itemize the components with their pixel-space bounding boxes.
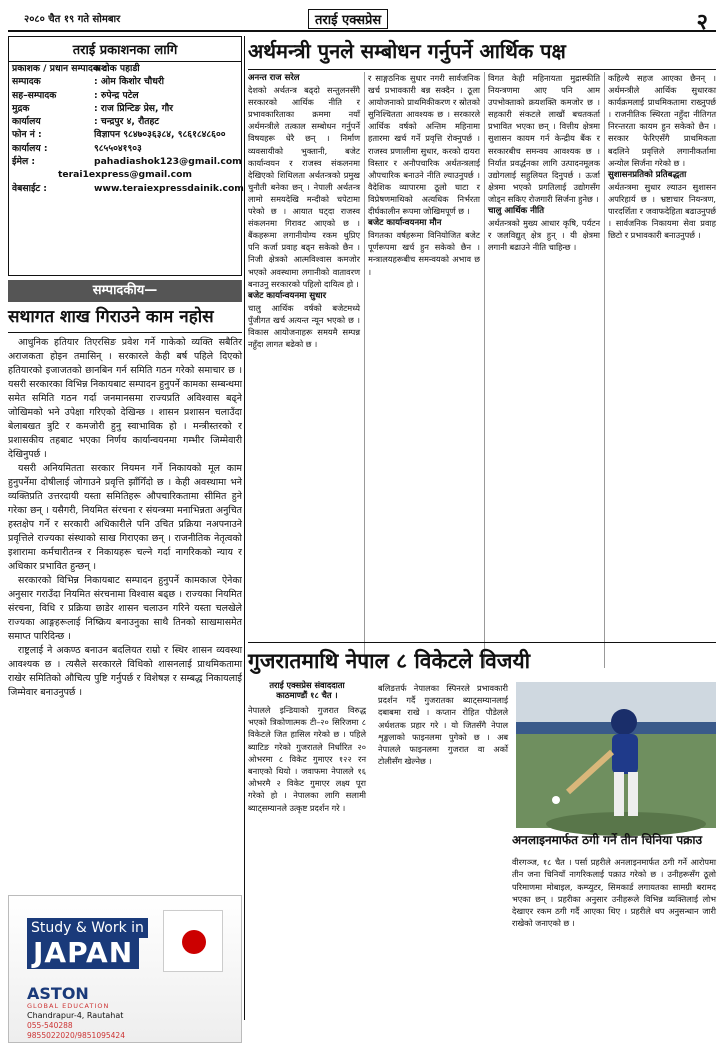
ad-brand: ASTON (27, 984, 89, 1003)
ad-address: Chandrapur-4, Rautahat (27, 1011, 124, 1020)
lead-text: कहिल्यै सहज आएका छैनन् । अर्थमन्त्रीले आर्थिक सुधारका कार्यक्रमलाई प्राथमिकतामा राख्नुपर्छ । राजनीतिक स्थिरता नहुँदा नीतिगत निरन्तरता कायम हुन सकेको छैन । सरकार फेरिएसँगै प्राथमिकता बदलिने प्रवृत्तिले लगानीकर्तामा अन्योल सिर्जना गरेको छ । (608, 73, 716, 168)
lead-headline: अर्थमन्त्री पुनले सम्बोधन गर्नुपर्ने आर्थिक पक्ष (248, 36, 716, 70)
column-divider (244, 36, 245, 1020)
lead-byline: अनन्त राज सरेल (248, 73, 300, 83)
sports-column-2: बलिङतर्फ नेपालका स्पिनरले प्रभावकारी प्रदर्शन गर्दै गुजरातका ब्याट्सम्यानलाई दबाबमा राखे । कप्तान रोहित पौडेलले अर्धशतक प्रहार गरे । यो जितसँगै नेपाल शृङ्खलाको फाइनलमा पुगेको छ । अब नेपालले फाइनलमा गुजरात वा अर्को टोलीसँग खेल्नेछ । (378, 683, 508, 767)
lead-text: विगत केही महिनायता मुद्रास्फीति नियन्त्रणमा आए पनि आम उपभोक्ताको क्रयशक्ति कमजोर छ । सहकारी संकटले लाखौं बचतकर्ता प्रभावित भएका छन् । वित्तीय क्षेत्रमा सुशासन कायम गर्न केन्द्रीय बैंक र सरकारबीच समन्वय आवश्यक छ । निर्यात प्रवर्द्धनका लागि उत्पादनमूलक उद्योगलाई सहुलियत दिनुपर्छ । ऊर्जा क्षेत्रमा भएको प्रगतिलाई उद्योगसँग जोड्न सकिए रोजगारी सिर्जना हुनेछ । (488, 73, 600, 204)
publisher-row (9, 115, 241, 128)
lead-columns (248, 70, 716, 670)
lead-subhead: बजेट कार्यान्वयनमा सुधार (248, 290, 327, 301)
ad-subbrand: GLOBAL EDUCATION (27, 1002, 110, 1010)
column-rule (364, 72, 365, 668)
cricket-player-image (516, 682, 716, 828)
lead-subhead: चालु आर्थिक नीति (488, 206, 545, 217)
sports-column-1: नेपालले इन्डियाको गुजरात विरुद्ध भएको त्रिकोणात्मक टी–२० सिरिजमा ८ विकेटले जित हासिल गरेको छ । पहिले ब्याटिङ गरेको गुजरातले निर्धारित २० ओभरमा ८ विकेट गुमाएर १२२ रन बनाएको थियो । जवाफमा नेपालले १६ ओभरमै २ विकेट गुमाएर लक्ष्य पूरा गरेको हो । नेपालका लागि सलामी ब्याट्सम्यानले उत्कृष्ट प्रदर्शन गरे । (248, 705, 366, 813)
editorial-paragraph: यसरी अनियमितता सरकार नियमन गर्ने निकायको मूल काम हुनुपर्नेमा दोषीलाई जोगाउने प्रवृत्ति झाँगिँदो छ । केही अवस्थामा भने व्यक्तिप्रति उत्तरदायी यस्ता समितिहरू औपचारिकतामा सीमित हुने गरेका छन् । यसैगरी, नियमित संरचना र संयन्त्रमा मनाभिन्नता अनुचित हस्तक्षेप गर्ने र सरकारी अधिकारीले पनि उचित प्रक्रिया नअपनाउने प्रवृत्तिले राज्यका संस्थाको साख गिराएका छन् । राजनीतिक नेतृत्वको इशारामा कर्मचारीतन्त्र र निकायहरू चल्ने गर्दा नागरिकको न्याय र अधिकार प्रभावित हुन्छन् । (8, 463, 242, 572)
chinese-arrest-headline: अनलाइनमार्फत ठगी गर्ने तीन चिनिया पक्राउ (512, 833, 703, 847)
publisher-row (9, 142, 241, 155)
ad-tagline: Study & Work in (27, 918, 148, 938)
publisher-row-value: अशोक पहाडी (94, 63, 140, 74)
publisher-row-label: ईमेल : (12, 156, 36, 168)
publisher-row-label: मुद्रक (12, 102, 30, 114)
publisher-row-value: : चन्द्रपुर ४, रौतहट (94, 116, 159, 128)
lead-text: देशको अर्थतन्त्र बढ्दो सन्तुलनसँगै सरकारको आर्थिक नीति र प्रभावकारिताका क्रममा नयाँ अर्थमन्त्रीले तत्काल सम्बोधन गर्नुपर्ने विषयहरू धेरै छन् । निर्माण व्यवसायीको भुक्तानी, बजेट कार्यान्वयन र राजस्व संकलनमा देखिएको शिथिलता अर्थतन्त्रको प्रमुख चुनौती बनेका छन् । नेपाली अर्थतन्त्र लामो समयदेखि मन्दीको चपेटामा परेको छ । आयात घट्दा राजस्व संकलनमा गिरावट आएको छ । बैंकहरूमा लगानीयोग्य रकम थुप्रिए पनि कर्जा प्रवाह बढ्न सकेको छैन । निजी क्षेत्रको आत्मविश्वास कमजोर भएको अवस्थामा लगानीको वातावरण बनाउनु सरकारको पहिलो दायित्व हो । (248, 85, 360, 289)
publisher-row-value: www.teraiexpressdainik.com (94, 182, 244, 194)
publisher-title: तराई प्रकाशनका लागि (9, 37, 241, 62)
lead-text: र साङ्गठनिक सुधार नगरी सार्वजनिक खर्च प्रभावकारी बन्न सक्दैन । ठूला आयोजनाको प्राथमिकीकरण र स्रोतको सुनिश्चितता आवश्यक छ । सरकारले आर्थिक वर्षको अन्तिम महिनामा हतारमा खर्च गर्ने प्रवृत्ति रोक्नुपर्छ । राजस्व प्रणालीमा सुधार, करको दायरा विस्तार र अनौपचारिक अर्थतन्त्रलाई औपचारिक बनाउने नीति ल्याउनुपर्छ । वैदेशिक व्यापारमा ठूलो घाटा र विप्रेषणमाथिको अत्यधिक निर्भरता दीर्घकालीन रूपमा जोखिमपूर्ण छ । (368, 73, 480, 217)
sports-headline: गुजरातमाथि नेपाल ८ विकेटले विजयी (248, 648, 531, 673)
lead-column-1 (248, 72, 360, 668)
publisher-row-value: विज्ञापन ९८४७०३६३८४, ९८६१८४८६०० (94, 129, 226, 141)
lead-text: विगतका वर्षहरूमा विनियोजित बजेट पूर्णरूपमा खर्च हुन सकेको छैन । मन्त्रालयहरूबीच समन्वयको अभाव छ । (368, 230, 480, 277)
publisher-row-value: : ओम किशोर चौधरी (94, 76, 164, 88)
publisher-row-value: pahadiashok123@gmail.com (94, 156, 242, 168)
publisher-row-label: वेबसाईट : (12, 182, 47, 194)
publisher-row (9, 128, 241, 141)
publisher-rows (9, 62, 244, 195)
publisher-row (9, 155, 241, 168)
editorial-paragraph: राष्ट्रलाई ने अकण्ठ बनाउन बदलियत राम्रो र स्थिर शासन व्यवस्था आवश्यक छ । त्यसैले सरकारले विधिको शासनलाई प्राथमिकतामा राखेर समितिको औचित्य पुष्टि गर्नुपर्छ र विशेषज्ञ र सम्बद्ध निकायलाई जिम्मेवार बनाउनुपर्छ । (8, 645, 242, 698)
sports-desk (248, 680, 366, 700)
paper-name: तराई एक्सप्रेस (308, 9, 388, 29)
editorial-paragraph: सरकारको विभिन्न निकायबाट सम्पादन हुनुपर्ने कामकाज ऐनेका अनुसार गराउँदा नियमित संरचनामा विश्वास बढ्छ । राज्यका नियमित संरचना, विधि र प्रक्रिया छाडेर शासन चलाउन गरिने यस्ता चलखेले राज्यका आङ्गहरूलाई निष्क्रिय बनाउनुका साथै तिनको साखमासमेत समाप्त पारिदिन्छ । (8, 575, 242, 642)
publisher-row-value: terai1express@gmail.com (58, 169, 192, 181)
editorial-headline: सथागत शाख गिराउने काम नहोस (8, 302, 242, 333)
publisher-row (9, 75, 241, 88)
publisher-row-label: कार्यालय (12, 116, 41, 128)
publisher-row-label: कार्यालय : (12, 142, 48, 154)
publisher-row-value: : रुपेन्द्र पटेल (94, 89, 139, 101)
publisher-row (9, 182, 244, 195)
ad-phone: 055-540288 (27, 1021, 73, 1030)
publisher-row-label: प्रकाशक / प्रधान सम्पादक : (12, 63, 107, 74)
study-japan-advertisement[interactable] (8, 895, 242, 1043)
publisher-row (9, 168, 241, 181)
ad-country: JAPAN (27, 936, 139, 969)
lead-text: अर्थतन्त्रमा सुधार ल्याउन सुशासन अपरिहार्य छ । भ्रष्टाचार नियन्त्रण, पारदर्शिता र जवाफदेहिता बढाउनुपर्छ । सार्वजनिक निकायमा सेवा प्रवाह छिटो र प्रभावकारी बनाउनुपर्छ । (608, 181, 716, 241)
publisher-row-value: : राज प्रिन्टिङ प्रेस, गौर (94, 102, 174, 114)
left-column (8, 36, 244, 1040)
lead-column-4 (608, 72, 716, 668)
page-header (8, 6, 716, 35)
publisher-box (8, 36, 242, 276)
japan-flag-icon (163, 910, 223, 972)
editorial-paragraph: आधुनिक हतियार तिएरसिङ प्रवेश गर्ने गाकेको व्यक्ति सबैतिर अराजकता होइन तमासिन् । सरकारले केही बर्ष पहिले दिएको हतियारको इजाजतको छानबिन गर्न समिति गठन गरेको समाचार छ । यसरी सरकारका विभिन्न निकायबाट सम्पादन हुनुपर्ने कामका सम्बन्धमा समेत समिति गठन गर्दा जनमानसमा राज्यप्रति अविश्वास बढ्ने जोखिमको भने उपेक्षा गरिएको देखिन्छ । शासन प्रशासन चलाउँदा बेलाबखत त्रुटि र कमजोरी हुनु स्वाभाविक हो । मन्त्रीस्तरको र प्रशासकीय तहबाट भएका निर्णय कार्यान्वयनमा गम्भीर जिम्मेवारी देखिनुपर्छ । (8, 337, 242, 460)
lead-text: चालु आर्थिक वर्षको बजेटमध्ये पुँजीगत खर्च अत्यन्त न्यून भएको छ । विकास आयोजनाहरू समयमै सम्पन्न नहुँदा लागत बढेको छ । (248, 302, 360, 350)
chinese-arrest-body: वीरगञ्ज, १८ चैत । पर्सा प्रहरीले अनलाइनमार्फत ठगी गर्ने आरोपमा तीन जना चिनियाँ नागरिकलाई पक्राउ गरेको छ । उनीहरूसँग ठूलो परिमाणमा मोबाइल, कम्प्युटर, सिमकार्ड लगायतका सामग्री बरामद भएका छन् । प्रहरीका अनुसार उनीहरूले विभिन्न व्यक्तिलाई लोभ देखाएर रकम ठगी गर्दै आएका थिए । प्रहरीले थप अनुसन्धान जारी राखेको जनाएको छ । (512, 857, 716, 929)
publisher-row-label: सम्पादक (12, 76, 41, 88)
sports-story (248, 646, 716, 929)
publisher-row-label: फोन नं : (12, 129, 42, 141)
publisher-row-value: ९८५५०४१९०३ (94, 142, 142, 154)
editorial-banner: सम्पादकीय— (8, 280, 242, 302)
page-number: २ (696, 10, 708, 35)
section-divider (248, 642, 716, 643)
publisher-row-label: सह–सम्पादक (12, 89, 57, 101)
publisher-row (9, 102, 241, 115)
lead-column-3 (488, 72, 600, 668)
cricket-photo (516, 682, 716, 828)
lead-text: अर्थतन्त्रको मुख्य आधार कृषि, पर्यटन र जलविद्युत् क्षेत्र हुन् । यी क्षेत्रमा लगानी बढाउने नीति चाहिन्छ । (488, 218, 600, 253)
issue-date: २०८० चैत १९ गते सोमबार (24, 14, 121, 25)
publisher-row (9, 62, 241, 75)
ad-mobile: 9855022020/9851095424 (27, 1031, 125, 1040)
lead-column-2 (368, 72, 480, 668)
lead-subhead: बजेट कार्यान्वयनमा मौन (368, 218, 442, 229)
sports-dateline: काठमाण्डौं १८ चैत । (276, 690, 338, 700)
lead-story (248, 36, 716, 670)
sports-desk-name: तराई एक्सप्रेस संवाददाता (269, 680, 345, 690)
column-rule (604, 72, 605, 668)
editorial-body (8, 333, 242, 889)
publisher-row (9, 89, 241, 102)
lead-subhead: सुशासनप्रतिको प्रतिबद्धता (608, 169, 687, 180)
column-rule (484, 72, 485, 668)
